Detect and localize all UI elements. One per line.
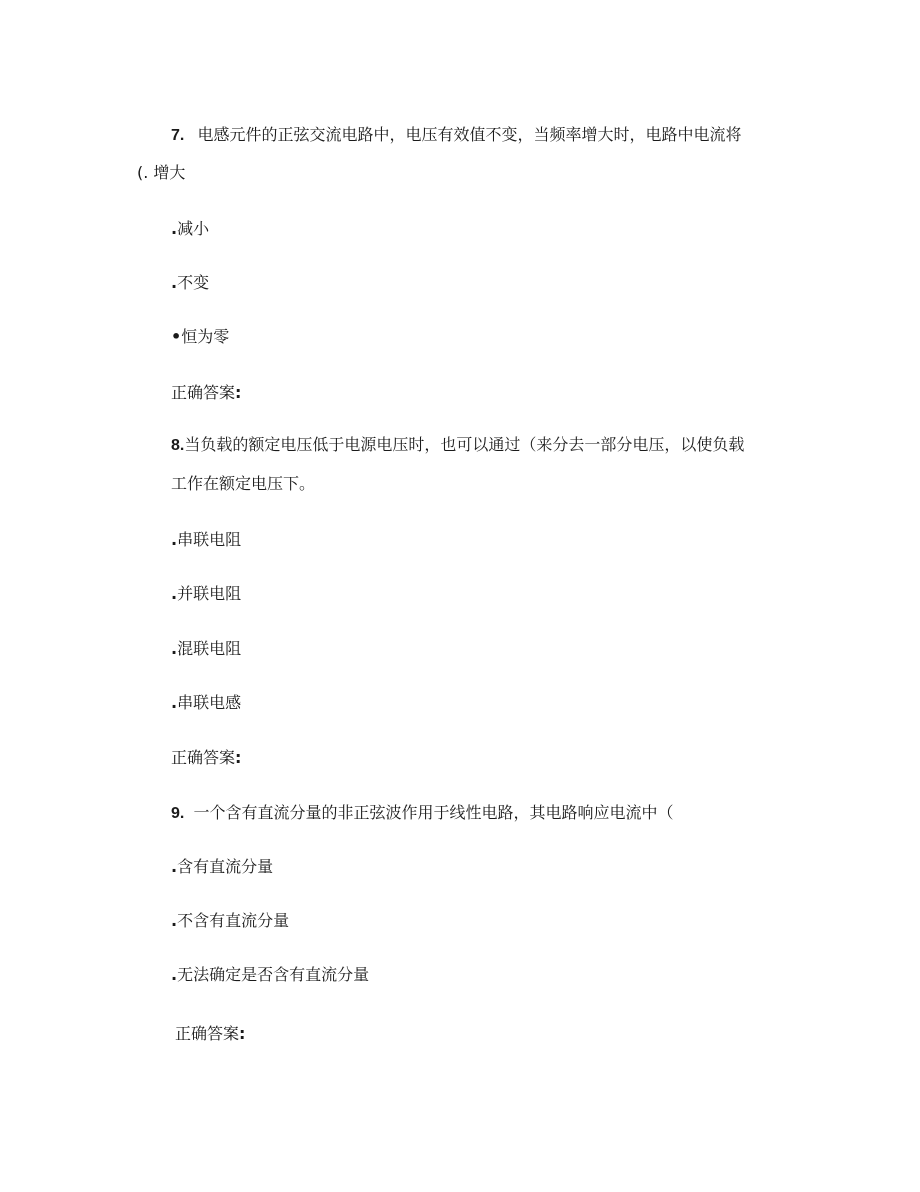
question-7-line1 [171, 125, 741, 146]
question-text: 当负载的额定电压低于电源电压时，也可以通过（来分去一部分电压，以使负载 [184, 435, 745, 454]
question-8-line2 [171, 474, 315, 494]
question-number: 7. [171, 127, 185, 144]
option-text: 串联电阻 [177, 530, 242, 549]
option-text: 不变 [177, 273, 210, 292]
option-item [171, 584, 241, 604]
option-item [171, 219, 209, 239]
option-marker: . [171, 911, 178, 930]
question-8-line1 [171, 435, 744, 456]
option-marker: . [171, 530, 178, 549]
option-item [171, 273, 209, 293]
option-text: 串联电感 [177, 693, 242, 712]
question-text: 一个含有直流分量的非正弦波作用于线性电路，其电路响应电流中（ [193, 803, 674, 822]
question-number: 8. [171, 437, 185, 454]
question-text-continued: (. 增大 [137, 163, 186, 182]
question-7-line2 [137, 163, 185, 183]
option-marker: . [171, 965, 178, 984]
option-marker: . [171, 693, 178, 712]
question-text-continued: 工作在额定电压下。 [171, 474, 316, 493]
question-9-line1 [171, 803, 673, 824]
option-item [171, 857, 273, 877]
option-item [171, 327, 229, 347]
answer-line [171, 748, 241, 768]
question-number: 9. [171, 805, 185, 822]
option-text: 减小 [177, 219, 210, 238]
answer-line [171, 383, 241, 403]
option-item [171, 639, 241, 659]
option-text: 不含有直流分量 [177, 911, 290, 930]
question-text: 电感元件的正弦交流电路中，电压有效值不变，当频率增大时，电路中电流将 [197, 125, 742, 144]
option-text: 并联电阻 [177, 584, 242, 603]
option-item [171, 530, 241, 550]
option-marker: . [171, 219, 178, 238]
option-item [171, 693, 241, 713]
option-marker: . [171, 273, 178, 292]
option-text: 含有直流分量 [177, 857, 274, 876]
answer-label: 正确答案 [175, 1024, 240, 1043]
option-item [171, 965, 369, 985]
option-marker: . [171, 639, 178, 658]
option-text: 恒为零 [181, 327, 230, 346]
answer-colon: : [235, 383, 242, 402]
option-marker: . [171, 584, 178, 603]
option-marker: • [171, 327, 182, 346]
option-text: 混联电阻 [177, 639, 242, 658]
answer-line [175, 1024, 245, 1044]
answer-label: 正确答案 [171, 383, 236, 402]
option-marker: . [171, 857, 178, 876]
option-item [171, 911, 289, 931]
option-text: 无法确定是否含有直流分量 [177, 965, 370, 984]
answer-colon: : [239, 1024, 246, 1043]
answer-label: 正确答案 [171, 748, 236, 767]
answer-colon: : [235, 748, 242, 767]
